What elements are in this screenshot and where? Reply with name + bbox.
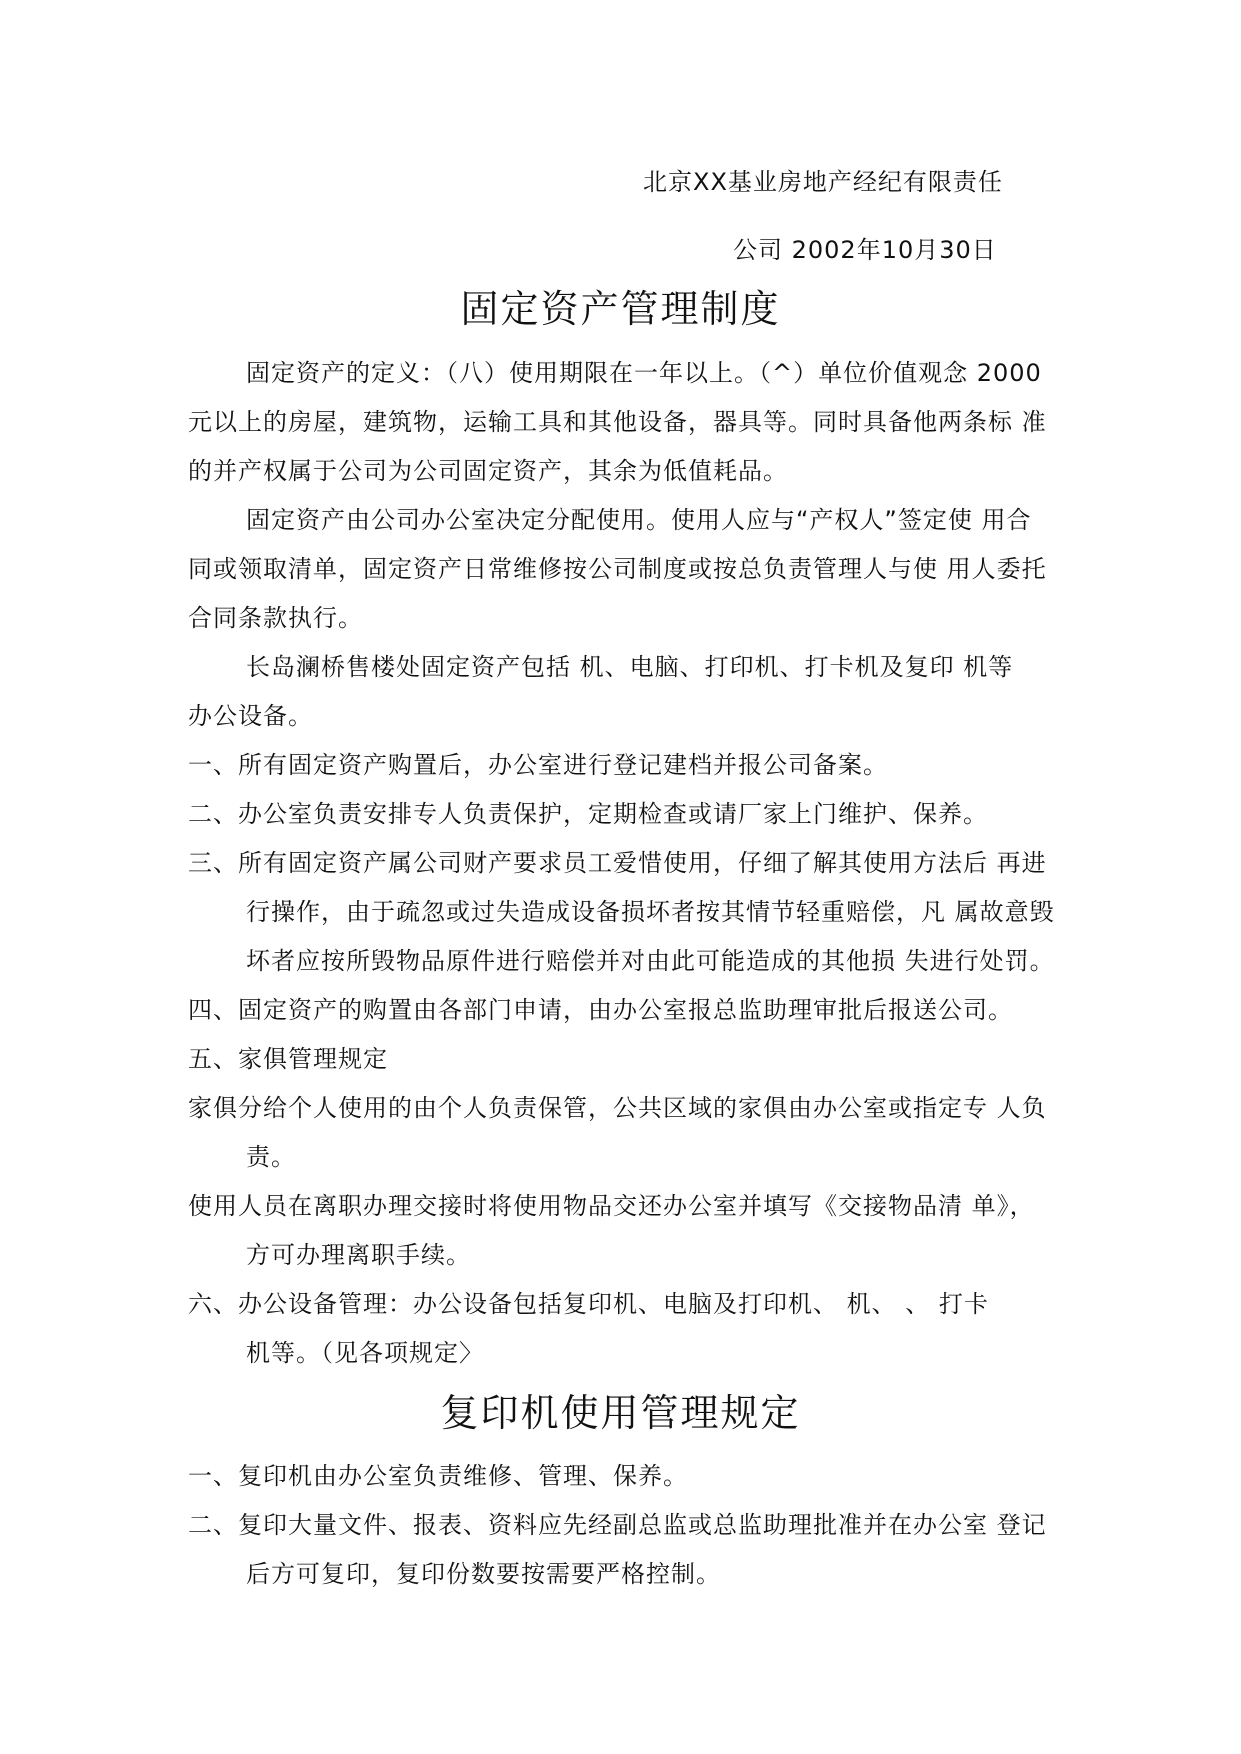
rule-3-line-1: 三、所有固定资产属公司财产要求员工爱惜使用，仔细了解其使用方法后 再进 [188,849,1047,877]
rule-2: 二、办公室负责安排专人负责保护，定期检查或请厂家上门维护、保养。 [188,800,988,828]
rule-5a-line-2: 责。 [246,1143,296,1171]
copier-rule-2-line-2: 后方可复印，复印份数要按需要严格控制。 [246,1560,721,1588]
section-title-copier: 复印机使用管理规定 [440,1391,801,1435]
rule-5b-line-2: 方可办理离职手续。 [246,1241,471,1269]
scope-line-1: 长岛澜桥售楼处固定资产包括 机、电脑、打印机、打卡机及复印 机等 [246,653,1014,681]
rule-6-line-1: 六、办公设备管理：办公设备包括复印机、电脑及打印机、 机、 、 打卡 [188,1290,989,1318]
allocation-line-2: 同或领取清单，固定资产日常维修按公司制度或按总负责管理人与使 用人委托 [188,555,1047,583]
rule-5a-line-1: 家俱分给个人使用的由个人负责保管，公共区域的家俱由办公室或指定专 人负 [188,1094,1047,1122]
rule-6-line-2: 机等。（见各项规定〉 [246,1339,484,1367]
rule-5: 五、家俱管理规定 [188,1045,388,1073]
rule-4: 四、固定资产的购置由各部门申请，由办公室报总监助理审批后报送公司。 [188,996,1013,1024]
copier-rule-1: 一、复印机由办公室负责维修、管理、保养。 [188,1462,688,1490]
rule-3-line-2: 行操作，由于疏忽或过失造成设备损坏者按其情节轻重赔偿，凡 属故意毁 [246,898,1055,926]
rule-1: 一、所有固定资产购置后，办公室进行登记建档并报公司备案。 [188,751,888,779]
definition-line-2: 元以上的房屋，建筑物，运输工具和其他设备，器具等。同时具备他两条标 准 [188,408,1047,436]
rule-5b-line-1: 使用人员在离职办理交接时将使用物品交还办公室并填写《交接物品清 单》， [188,1192,1035,1220]
copier-rule-2-line-1: 二、复印大量文件、报表、资料应先经副总监或总监助理批准并在办公室 登记 [188,1511,1047,1539]
rule-3-line-3: 坏者应按所毁物品原件进行赔偿并对由此可能造成的其他损 失进行处罚。 [246,947,1055,975]
definition-line-1: 固定资产的定义：（八）使用期限在一年以上。（^）单位价值观念 2000 [246,359,1042,387]
allocation-line-1: 固定资产由公司办公室决定分配使用。使用人应与“产权人”签定使 用合 [246,506,1032,534]
definition-line-3: 的并产权属于公司为公司固定资产，其余为低值耗品。 [188,457,788,485]
company-date-line: 公司 2002年10月30日 [733,236,997,264]
scope-line-2: 办公设备。 [188,702,313,730]
company-name-line: 北京XX基业房地产经纪有限责任 [643,168,1003,196]
document-title: 固定资产管理制度 [460,287,781,331]
allocation-line-3: 合同条款执行。 [188,604,363,632]
